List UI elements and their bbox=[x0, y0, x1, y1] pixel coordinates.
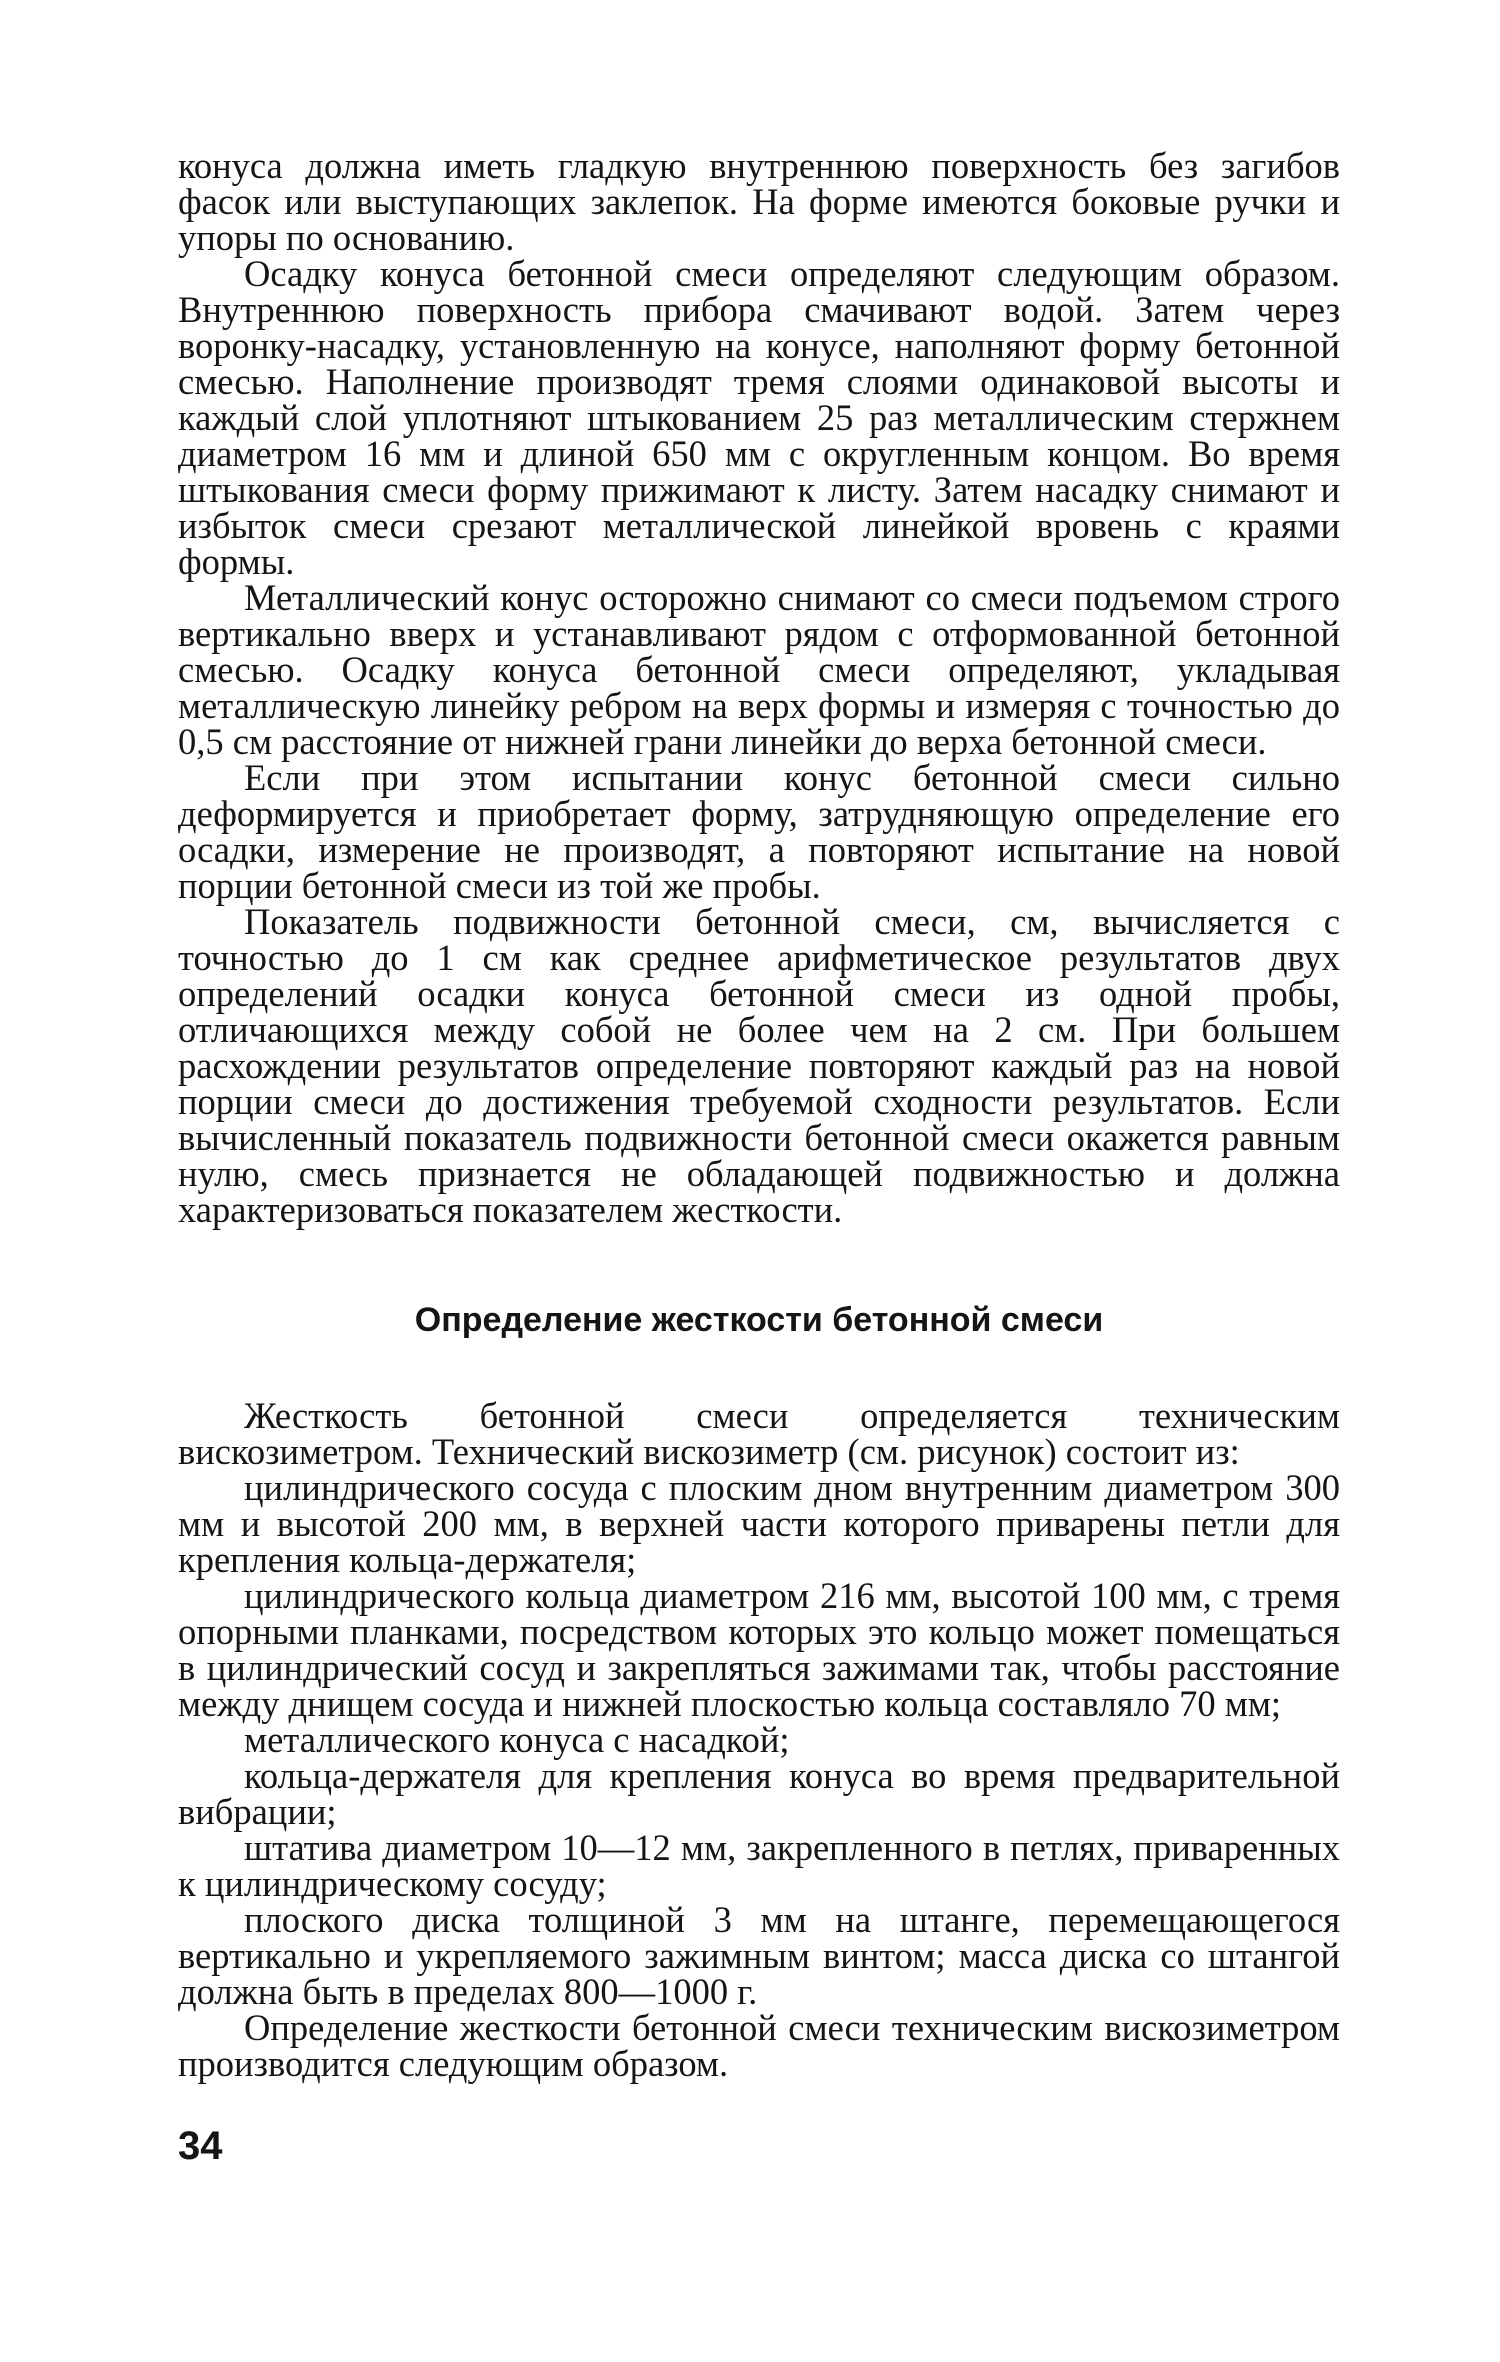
paragraph-closing: Определение жесткости бетонной смеси техническим вискозиметром производится следующим образом. bbox=[178, 2007, 1340, 2084]
paragraph-cone-settlement-method: Осадку конуса бетонной смеси определяют следующим образом. Внутреннюю поверхность прибора смачивают водой. Затем через воронку-насадку, установленную на конусе, наполняют форму бетонной смесью. Наполнение производят тремя слоями одинаковой высоты и каждый слой уплотняют штыкованием 25 раз металлическим стержнем диаметром 16 мм и длиной 650 мм с округленным концом. Во время штыкования смеси форму прижимают к листу. Затем насадку снимают и избыток смеси срезают металлической линейкой вровень с краями формы. bbox=[178, 253, 1340, 582]
paragraph-deformation: Если при этом испытании конус бетонной смеси сильно деформируется и приобретает форму, затрудняющую определение его осадки, измерение не производят, а повторяют испытание на новой порции бетонной смеси из той же пробы. bbox=[178, 757, 1340, 906]
list-item: цилиндрического сосуда с плоским дном внутренним диаметром 300 мм и высотой 200 мм, в верхней части которого приварены петли для крепления кольца-держателя; bbox=[178, 1467, 1340, 1580]
list-item: кольца-держателя для крепления конуса во время предварительной вибрации; bbox=[178, 1755, 1340, 1832]
list-item: цилиндрического кольца диаметром 216 мм, высотой 100 мм, с тремя опорными планками, посредством которых это кольцо может помещаться в цилиндрический сосуд и закрепляться зажимами так, чтобы расстояние между днищем сосуда и нижней плоскостью кольца составляло 70 мм; bbox=[178, 1575, 1340, 1724]
paragraph-viscometer-intro: Жесткость бетонной смеси определяется техническим вискозиметром. Технический вискозиметр (см. рисунок) состоит из: bbox=[178, 1395, 1340, 1472]
paragraph-cone-surface: конуса должна иметь гладкую внутреннюю поверхность без загибов фасок или выступающих заклепок. На форме имеются боковые ручки и упоры по основанию. bbox=[178, 145, 1340, 258]
list-item: металлического конуса с насадкой; bbox=[244, 1719, 790, 1760]
list-item: штатива диаметром 10—12 мм, закрепленного в петлях, приваренных к цилиндрическому сосуду; bbox=[178, 1827, 1340, 1904]
list-item: плоского диска толщиной 3 мм на штанге, перемещающегося вертикально и укрепляемого зажимным винтом; масса диска со штангой должна быть в пределах 800—1000 г. bbox=[178, 1899, 1340, 2012]
page-text bbox=[178, 145, 1340, 2084]
paragraph-cone-removal: Металлический конус осторожно снимают со смеси подъемом строго вертикально вверх и устанавливают рядом с отформованной бетонной смесью. Осадку конуса бетонной смеси определяют, укладывая металлическую линейку ребром на верх формы и измеряя с точностью до 0,5 см расстояние от нижней грани линейки до верха бетонной смеси. bbox=[178, 577, 1340, 762]
section-heading: Определение жесткости бетонной смеси bbox=[414, 1301, 1104, 1339]
page-number: 34 bbox=[178, 2124, 223, 2168]
paragraph-mobility-index: Показатель подвижности бетонной смеси, см, вычисляется с точностью до 1 см как среднее арифметическое результатов двух определений осадки конуса бетонной смеси из одной пробы, отличающихся между собой не более чем на 2 см. При большем расхождении результатов определение повторяют каждый раз на новой порции смеси до достижения требуемой сходности результатов. Если вычисленный показатель подвижности бетонной смеси окажется равным нулю, смесь признается не обладающей подвижностью и должна характеризоваться показателем жесткости. bbox=[178, 901, 1340, 1230]
